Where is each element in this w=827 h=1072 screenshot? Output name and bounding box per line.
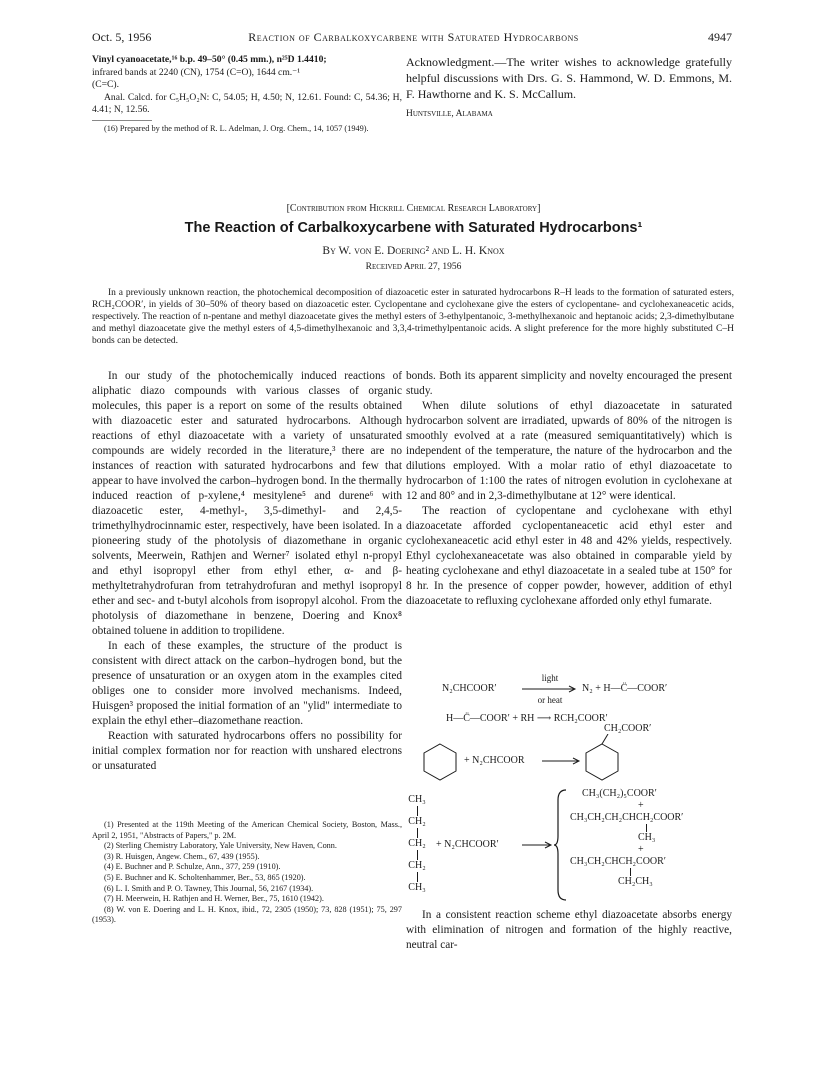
footnote: (4) E. Buchner and P. Schulze, Ann., 377, 259 (1910).: [104, 862, 281, 872]
right-paragraph-4: In a consistent reaction scheme ethyl diazoacetate absorbs energy with elimination of nitrogen and formation of the highly reactive, neutral car-: [406, 909, 732, 951]
acknowledgment-text: Acknowledgment.—The writer wishes to acknowledge gratefully helpful discussions with Drs. G. S. Hammond, W. D. Emmons, M. F. Hawthorne and K. S. McCallum.: [406, 55, 732, 101]
running-header-title: Reaction of Carbalkoxycarbene with Saturated Hydrocarbons: [248, 30, 579, 44]
eq4-arrow: [522, 841, 554, 849]
chain-atom: CH₃: [408, 882, 426, 893]
reaction-scheme: [406, 668, 732, 900]
page-number: 4947: [708, 30, 732, 44]
product-3-ethylpentanoate: CH₃CH₂CHCH₂COOR′: [570, 856, 666, 867]
eq1-condition-above: light: [541, 673, 559, 683]
location: Huntsville, Alabama: [406, 109, 493, 119]
vinyl-line-2: infrared bands at 2240 (CN), 1754 (C=O), 1644 cm.⁻¹: [92, 66, 301, 78]
product-methyl-substituent: CH₃: [638, 832, 656, 843]
eq4-reagent: + N₂CHCOOR′: [436, 839, 499, 850]
abstract: In a previously unknown reaction, the photochemical decomposition of diazoacetic ester in saturated hydrocarbons R–H leads to the formation of saturated esters, RCH₂COOR′, in yields of 30–50% of theory based on diazoacetic ester. Cyclopentane and cyclohexane give the esters of cyclopentane- and cyclohexaneacetic acids, respectively. The reaction of n-pentane and methyl diazoacetate gives the methyl esters of 3-ethylpentanoic, 3-methylhexanoic and heptanoic acids; 2,3-dimethylbutane and methyl diazoacetate give the methyl esters of 4,5-dimethylhexanoic and 3,3,4-trimethylpentanoic acids. A slight preference for the more highly substituted C–H bonds can be detected.: [92, 288, 734, 346]
received-date: Received April 27, 1956: [365, 262, 462, 272]
left-paragraph-2: In each of these examples, the structure of the product is consistent with direct attack on the carbon–hydrogen bond, but the presence of unsaturation or an oxygen atom in the examples cited obliges one to consider more involved mechanisms. Indeed, Huisgen³ proposed the initial formation of an "ylid" intermediate to explain the ethyl ether–diazomethane reaction.: [92, 640, 402, 727]
chain-atom: CH₂: [408, 838, 426, 849]
right-column-bottom: [406, 908, 732, 953]
vinyl-line-1: Vinyl cyanoacetate,¹⁶ b.p. 49–50° (0.45 mm.), n²⁵D 1.4410;: [92, 54, 327, 65]
eq1-condition-below: or heat: [537, 695, 563, 705]
pentane-chain: [406, 794, 428, 894]
eq1-reactant: N₂CHCOOR′: [442, 683, 497, 694]
vinyl-line-3: (C=C).: [92, 79, 119, 90]
footnote-16: (16) Prepared by the method of R. L. Adelman, J. Org. Chem., 14, 1057 (1949).: [104, 123, 369, 133]
left-paragraph-3: Reaction with saturated hydrocarbons offers no possibility for initial complex formation nor for reaction with unshared electrons or unsaturated: [92, 730, 402, 772]
footnote-rule: [92, 120, 152, 121]
article-title: The Reaction of Carbalkoxycarbene with Saturated Hydrocarbons¹: [184, 220, 643, 236]
eq1-arrow: [522, 685, 578, 693]
left-paragraph-1: In our study of the photochemically induced reactions of aliphatic diazo compounds with various classes of organic molecules, this paper is a report on some of the results obtained with diazoacetic ester and saturated hydrocarbons. Although reactions of ethyl diazoacetate with a variety of unsaturated compounds are widely recorded in the literature,³ there are no instances of reaction with saturated hydrocarbons and few that appear to have involved the carbon–hydrogen bond. In the thermally induced reaction of p-xylene,⁴ mesitylene⁵ and durene⁶ with diazoacetic ester, 4-methyl-, 3,5-dimethyl- and 2,4,5-trimethylhydrocinnamic ester, respectively, have been isolated. In a pioneering study of the photolysis of diazomethane in organic solvents, Meerwein, Rathjen and Werner⁷ isolated ethyl n-propyl and ethyl isopropyl ether from ethyl ether, α- and β-methyltetrahydrofuran from tetrahydrofuran and methyl isopropyl ether and sec- and t-butyl alcohols from isopropyl alcohol. From the photolysis of diazomethane in benzene, Doering and Knox⁸ obtained toluene in addition to tropilidene.: [92, 370, 402, 637]
eq3-reagent: + N₂CHCOOR: [464, 755, 525, 766]
product-heptanoate: CH₃(CH₂)₅COOR′: [582, 788, 657, 799]
eq3-substituent: CH₂COOR′: [604, 723, 652, 734]
footnote: (3) R. Huisgen, Angew. Chem., 67, 439 (1955).: [104, 851, 260, 861]
eq4-products: [570, 788, 730, 888]
contribution-line: [Contribution from Hickrill Chemical Research Laboratory]: [286, 203, 541, 214]
right-paragraph-1: bonds. Both its apparent simplicity and novelty encouraged the present study.: [406, 370, 732, 397]
acknowledgment: [406, 54, 732, 122]
right-paragraph-2: When dilute solutions of ethyl diazoacetate in saturated hydrocarbon solvent are irradiated, upwards of 80% of the nitrogen is smoothly evolved at a rate (measured semiquantitatively) which is independent of the temperature, the nature of the hydrocarbon and the dilutions employed. With a molar ratio of ethyl diazoacetate to hydrocarbon of 1:100 the rates of nitrogen evolution in cyclohexane at 12 and 80° and in 2,3-dimethylbutane at 12° were identical.: [406, 400, 732, 502]
left-column: [92, 369, 402, 774]
eq2: H—C̈—COOR′ + RH ⟶ RCH₂COOR′: [446, 713, 608, 724]
footnote: (8) W. von E. Doering and L. H. Knox, ibid., 72, 2305 (1950); 73, 828 (1951); 75, 297 (1953).: [92, 904, 402, 925]
footnote: (5) E. Buchner and K. Scholtenhammer, Ber., 53, 865 (1920).: [104, 872, 306, 882]
product-3-methylhexanoate: CH₃CH₂CH₂CHCH₂COOR′: [570, 812, 684, 823]
footnote: (2) Sterling Chemistry Laboratory, Yale University, New Haven, Conn.: [104, 841, 337, 851]
plus-sign: +: [638, 800, 644, 811]
byline: By W. von E. Doering² and L. H. Knox: [322, 245, 505, 257]
chain-atom: CH₃: [408, 794, 426, 805]
eq3-arrow: [542, 757, 582, 765]
anal-line: Anal. Calcd. for C₅H₅O₂N: C, 54.05; H, 4.50; N, 12.61. Found: C, 54.36; H, 4.41; N, 12.56.: [92, 91, 402, 115]
footnote: (6) L. I. Smith and P. O. Tawney, This Journal, 56, 2167 (1934).: [104, 883, 314, 893]
right-paragraph-3: The reaction of cyclopentane and cyclohexane with ethyl diazoacetate afforded cyclopentaneacetic acid ethyl ester and cyclohexaneacetic acid ethyl ester in 48 and 42% yields, respectively. Ethyl cyclohexaneacetate was also obtained in comparable yield by heating cyclohexane and ethyl diazoacetate in a sealed tube at 150° for 8 hr. In the presence of copper powder, however, addition of ethyl diazoacetate to refluxing cyclohexane afforded only ethyl fumarate.: [406, 505, 732, 607]
chain-atom: CH₂: [408, 860, 426, 871]
footnote: (1) Presented at the 119th Meeting of the American Chemical Society, Boston, Mass., April 2, 1951, "Abstracts of Papers," p. 2M.: [92, 820, 402, 840]
eq1-products: N₂ + H—C̈—COOR′: [582, 683, 668, 694]
right-column: [406, 369, 732, 609]
cyclohexane-product-ring-icon: [582, 734, 622, 782]
cyclohexane-ring-icon: [422, 742, 458, 782]
plus-sign: +: [638, 844, 644, 855]
top-left-block: [92, 54, 402, 134]
footnote: (7) H. Meerwein, H. Rathjen and H. Werner, Ber., 75, 1610 (1942).: [104, 894, 324, 904]
brace-icon: [554, 788, 568, 902]
running-header-date: Oct. 5, 1956: [92, 30, 152, 44]
footnotes: [92, 820, 402, 926]
chain-atom: CH₂: [408, 816, 426, 827]
product-ethyl-substituent: CH₂CH₃: [618, 876, 653, 887]
